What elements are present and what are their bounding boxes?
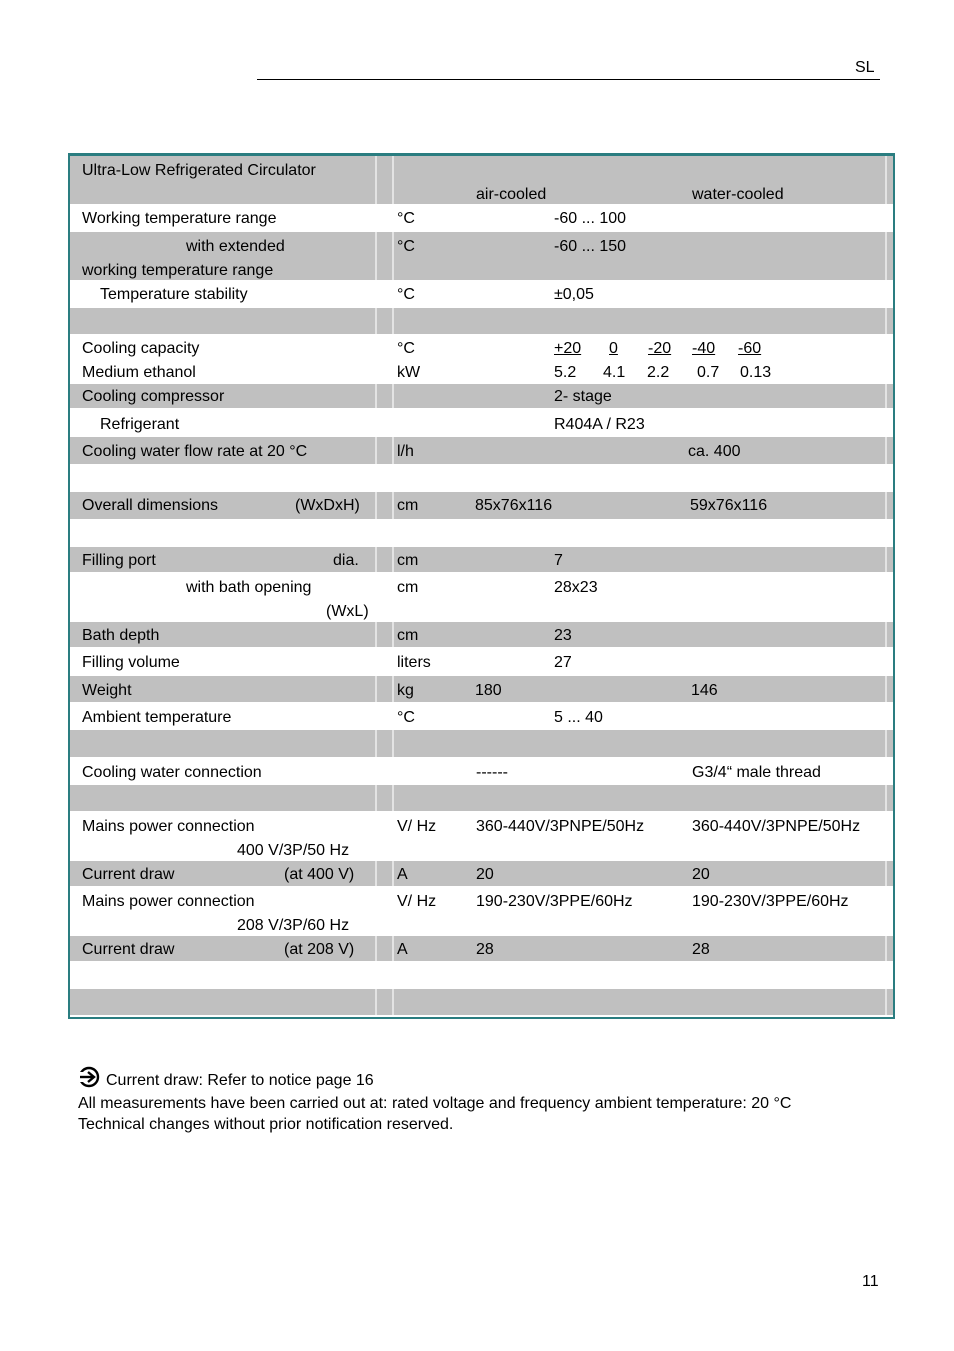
band-spacer-1	[70, 308, 893, 334]
work-range-value: -60 ... 100	[554, 210, 627, 227]
page-number: 11	[862, 1273, 879, 1290]
capacity-temp-4: -40	[692, 340, 716, 357]
arrow-right-icon	[78, 1066, 100, 1088]
refrigerant-label: Refrigerant	[100, 416, 180, 433]
header-rule	[257, 79, 880, 80]
medium-value-2: 4.1	[603, 364, 626, 381]
medium-value-1: 5.2	[554, 364, 577, 381]
bath-depth-unit: cm	[397, 627, 419, 644]
current-400-qualifier: (at 400 V)	[284, 866, 355, 883]
current-400-label: Current draw	[82, 866, 175, 883]
bath-opening-unit: cm	[397, 579, 419, 596]
current-208-air: 28	[476, 941, 494, 958]
dimensions-air: 85x76x116	[475, 497, 553, 514]
medium-value-5: 0.13	[740, 364, 772, 381]
weight-unit: kg	[397, 682, 414, 699]
weight-water: 146	[691, 682, 718, 699]
stability-label: Temperature stability	[100, 286, 248, 303]
measurements-note: All measurements have been carried out at: rated voltage and frequency ambient temperature: 20 °C	[78, 1095, 792, 1112]
compressor-label: Cooling compressor	[82, 388, 225, 405]
current-208-unit: A	[397, 941, 408, 958]
medium-value-4: 0.7	[697, 364, 720, 381]
stability-unit: °C	[397, 286, 415, 303]
flow-rate-label: Cooling water flow rate at 20 °C	[82, 443, 308, 460]
filling-port-qualifier: dia.	[333, 552, 359, 569]
capacity-temp-2: 0	[609, 340, 618, 357]
band-spacer-4	[70, 989, 893, 1015]
current-208-label: Current draw	[82, 941, 175, 958]
col-header-air-cooled: air-cooled	[476, 186, 547, 203]
ambient-unit: °C	[397, 709, 415, 726]
mains-208-air: 190-230V/3PPE/60Hz	[476, 893, 633, 910]
medium-label: Medium ethanol	[82, 364, 196, 381]
filling-volume-value: 27	[554, 654, 572, 671]
water-connection-label: Cooling water connection	[82, 764, 262, 781]
filling-port-label: Filling port	[82, 552, 156, 569]
stability-value: ±0,05	[554, 286, 594, 303]
document-code: SL	[855, 59, 875, 76]
mains-400-sub: 400 V/3P/50 Hz	[237, 842, 350, 859]
ambient-value: 5 ... 40	[554, 709, 603, 726]
mains-400-water: 360-440V/3PNPE/50Hz	[692, 818, 861, 835]
filling-volume-label: Filling volume	[82, 654, 180, 671]
band-bath-depth	[70, 622, 893, 647]
mains-400-air: 360-440V/3PNPE/50Hz	[476, 818, 645, 835]
band-spacer-2	[70, 730, 893, 757]
water-connection-water: G3/4“ male thread	[692, 764, 821, 781]
band-spacer-3	[70, 785, 893, 811]
ext-range-label-a: with extended	[186, 238, 285, 255]
dimensions-unit: cm	[397, 497, 419, 514]
cooling-capacity-unit: °C	[397, 340, 415, 357]
dimensions-water: 59x76x116	[690, 497, 768, 514]
mains-400-unit: V/ Hz	[397, 818, 437, 835]
filling-port-unit: cm	[397, 552, 419, 569]
refrigerant-value: R404A / R23	[554, 416, 645, 433]
dimensions-label: Overall dimensions	[82, 497, 219, 514]
bath-opening-value: 28x23	[554, 579, 598, 596]
cooling-capacity-label: Cooling capacity	[82, 340, 200, 357]
mains-208-unit: V/ Hz	[397, 893, 437, 910]
ext-range-unit: °C	[397, 238, 415, 255]
medium-unit: kW	[397, 364, 421, 381]
current-ref-note	[78, 1066, 374, 1091]
flow-rate-water: ca. 400	[688, 443, 741, 460]
capacity-temp-5: -60	[738, 340, 762, 357]
current-400-water: 20	[692, 866, 710, 883]
current-208-water: 28	[692, 941, 710, 958]
capacity-temp-3: -20	[648, 340, 672, 357]
table-title: Ultra-Low Refrigerated Circulator	[82, 162, 316, 179]
current-400-unit: A	[397, 866, 408, 883]
weight-label: Weight	[82, 682, 132, 699]
work-range-label: Working temperature range	[82, 210, 277, 227]
mains-208-label: Mains power connection	[82, 893, 255, 910]
specifications-table	[68, 153, 895, 1019]
band-filling-port	[70, 547, 893, 572]
mains-208-water: 190-230V/3PPE/60Hz	[692, 893, 849, 910]
compressor-value: 2- stage	[554, 388, 612, 405]
bath-opening-qualifier: (WxL)	[326, 603, 369, 620]
bath-depth-label: Bath depth	[82, 627, 160, 644]
water-connection-air: ------	[476, 764, 508, 781]
current-400-air: 20	[476, 866, 494, 883]
ambient-label: Ambient temperature	[82, 709, 232, 726]
col-header-water-cooled: water-cooled	[692, 186, 784, 203]
weight-air: 180	[475, 682, 502, 699]
dimensions-qualifier: (WxDxH)	[295, 497, 360, 514]
filling-port-value: 7	[554, 552, 563, 569]
filling-volume-unit: liters	[397, 654, 431, 671]
changes-note: Technical changes without prior notification reserved.	[78, 1116, 454, 1133]
current-208-qualifier: (at 208 V)	[284, 941, 355, 958]
mains-400-label: Mains power connection	[82, 818, 255, 835]
bath-opening-label: with bath opening	[186, 579, 312, 596]
current-ref-text: Current draw: Refer to notice page 16	[106, 1072, 374, 1089]
ext-range-value: -60 ... 150	[554, 238, 627, 255]
work-range-unit: °C	[397, 210, 415, 227]
bath-depth-value: 23	[554, 627, 572, 644]
capacity-temp-1: +20	[554, 340, 582, 357]
ext-range-label-b: working temperature range	[82, 262, 274, 279]
mains-208-sub: 208 V/3P/60 Hz	[237, 917, 350, 934]
flow-rate-unit: l/h	[397, 443, 414, 460]
medium-value-3: 2.2	[647, 364, 670, 381]
